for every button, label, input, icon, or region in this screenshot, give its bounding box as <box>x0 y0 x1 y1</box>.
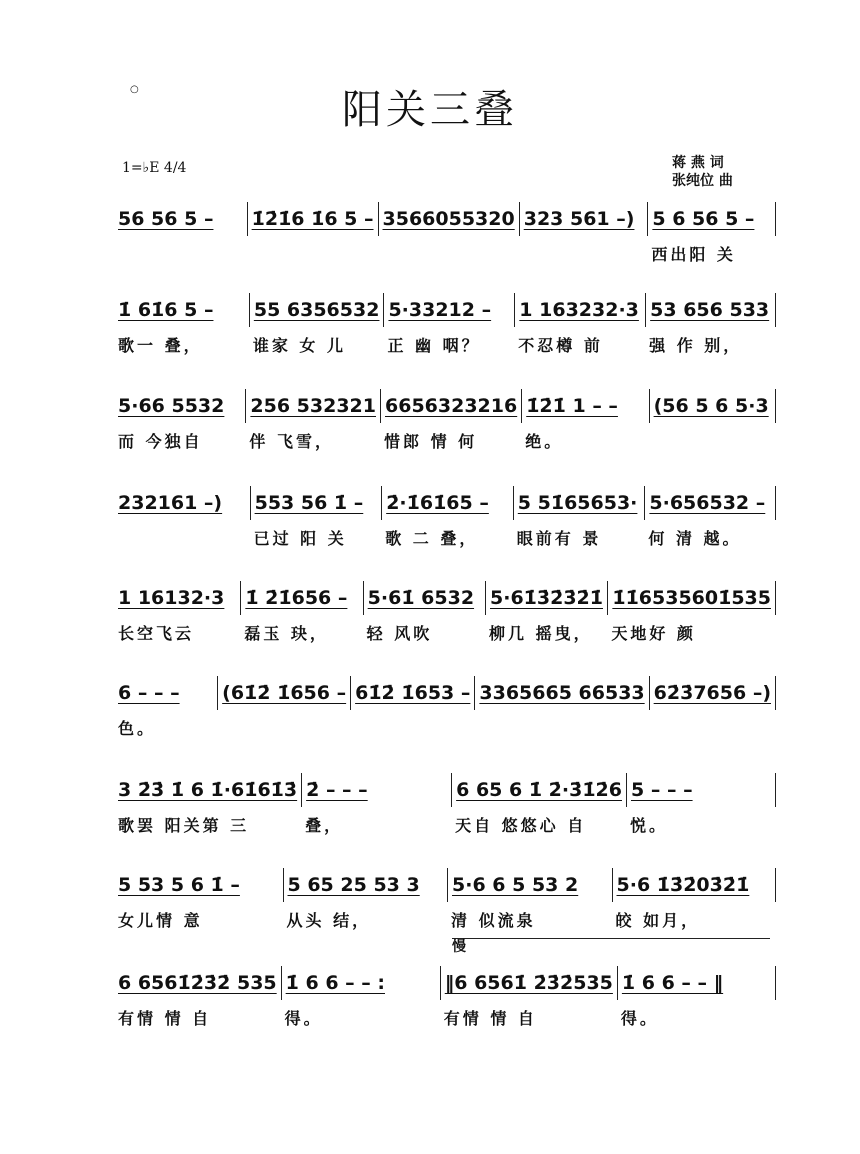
lyric-segment: 叠， <box>305 816 344 835</box>
lyric-segment: 眼前有 景 <box>516 529 602 548</box>
lyric-segment: 清 似流泉 <box>451 911 536 930</box>
key-time-signature <box>122 160 186 176</box>
staff-system <box>118 868 776 934</box>
staff-system <box>118 486 776 552</box>
measure: 5·61̇ 6532 <box>363 581 485 615</box>
lyric-segment: 不忍樽 前 <box>518 336 603 355</box>
lyricist: 蒋 燕 词 <box>672 155 724 171</box>
lyric-segment: 而 今独自 <box>118 432 203 451</box>
lyric-segment <box>649 716 776 742</box>
staff-system <box>118 676 776 742</box>
lyric-segment: 歌罢 阳关第 三 <box>118 816 250 835</box>
measure: ‖6 6561̇ 2̇3̇2̇535 <box>440 966 617 1000</box>
measure: 1̇2̇1̇6 1̇6 5 – <box>247 202 378 236</box>
measure: 5·656532 – <box>644 486 776 520</box>
measure: 61̇2̇ 1̇653 – <box>350 676 474 710</box>
lyric-segment: 从头 结， <box>286 911 372 930</box>
measure: 1 163232·3 <box>514 293 645 327</box>
measure: 256 532321 <box>245 389 380 423</box>
measure: 5 6 56 5 – <box>647 202 776 236</box>
lyric-segment: 正 幽 咽？ <box>387 336 481 355</box>
measure: (61̇2̇ 1̇656 – <box>217 676 350 710</box>
measure: 1̇2̇1̇ 1 – – <box>521 389 648 423</box>
lyric-segment <box>217 716 350 742</box>
lyric-segment <box>519 242 648 268</box>
lyric-segment: 歌 二 叠， <box>385 529 479 548</box>
lyric-segment: 歌一 叠， <box>118 336 203 355</box>
lyric-segment: 磊玉 玦， <box>244 624 329 643</box>
measure: 53 656 533 <box>645 293 776 327</box>
measure: 5·66 5532 <box>118 395 225 417</box>
lyric-segment: 轻 风吹 <box>366 624 433 643</box>
staff-system <box>118 293 776 359</box>
measure: 1̇ 6 6 – – : <box>281 966 440 1000</box>
measure: 5 51̇65653· <box>513 486 645 520</box>
measure: 5·33212 – <box>383 293 514 327</box>
lyric-segment: 有情 情 自 <box>118 1009 212 1028</box>
measure: 553 56 1̇ – <box>250 486 382 520</box>
measure: 55 6356532 <box>249 293 384 327</box>
lyric-segment <box>378 242 519 268</box>
measure: 5 53 5 6 1̇ – <box>118 874 240 896</box>
lyric-segment: 已过 阳 关 <box>253 529 347 548</box>
measure: 323 561 –) <box>519 202 648 236</box>
measure: 1̇ 2̇1̇656 – <box>240 581 362 615</box>
measure: 1̇1̇6535601̇535 <box>607 581 776 615</box>
lyric-segment: 西出阳 关 <box>651 245 736 264</box>
lyric-segment: 绝。 <box>525 432 564 451</box>
key-signature: 1=♭E <box>122 160 160 176</box>
lyric-segment <box>649 429 776 455</box>
measure: 56 56 5 – <box>118 208 214 230</box>
staff-system <box>118 966 776 1032</box>
lyric-segment: 天地好 颜 <box>611 624 696 643</box>
tempo-marking: 慢 <box>452 938 770 955</box>
measure: 1̇ 61̇6 5 – <box>118 299 214 321</box>
measure: 6 – – – <box>118 682 180 704</box>
measure: 1̇ 6 6 – – ‖ <box>617 966 776 1000</box>
measure: 6 65 6 1̇ 2̇·3̇1̇2̇6 <box>451 773 626 807</box>
composer: 张纯位 曲 <box>672 173 733 189</box>
lyric-segment: 色。 <box>118 719 157 738</box>
staff-system <box>118 389 776 455</box>
lyric-segment: 得。 <box>284 1009 323 1028</box>
stray-mark: ○ <box>130 84 139 95</box>
lyric-segment: 天自 悠悠心 自 <box>455 816 587 835</box>
lyric-segment: 得。 <box>620 1009 659 1028</box>
lyric-segment: 何 清 越。 <box>648 529 742 548</box>
measure: 5·6 6 5 53 2 <box>447 868 612 902</box>
measure: 5·6 1̇3̇2̇03̇2̇1̇ <box>612 868 777 902</box>
measure: 3566055320 <box>378 202 519 236</box>
lyric-segment: 强 作 别， <box>649 336 743 355</box>
lyric-segment: 谁家 女 儿 <box>252 336 346 355</box>
time-signature: 4/4 <box>163 160 187 176</box>
lyric-segment <box>474 716 648 742</box>
measure: 5 – – – <box>626 773 776 807</box>
lyric-segment <box>118 526 250 552</box>
measure: 2̇ – – – <box>301 773 451 807</box>
staff-system <box>118 202 776 268</box>
song-title: 阳关三叠 <box>342 87 518 133</box>
lyric-segment: 皎 如月， <box>615 911 701 930</box>
measure: 3365665 66533 <box>474 676 648 710</box>
lyric-segment: 女儿情 意 <box>118 911 203 930</box>
credits <box>672 154 733 190</box>
measure: 6656323216 <box>380 389 521 423</box>
lyric-segment: 柳几 摇曳， <box>489 624 593 643</box>
measure: 1 16132·3 <box>118 587 225 609</box>
measure: 5 65 25 53 3 <box>283 868 448 902</box>
lyric-segment <box>350 716 474 742</box>
lyric-segment <box>247 242 378 268</box>
measure: 6 6561̇2̇3̇2̇ 535 <box>118 972 277 994</box>
lyric-segment: 悦。 <box>630 816 669 835</box>
staff-system <box>118 581 776 647</box>
lyric-segment: 长空飞云 <box>118 624 195 643</box>
lyric-segment: 惜郎 情 何 <box>384 432 478 451</box>
staff-system <box>118 773 776 839</box>
lyric-segment <box>118 242 247 268</box>
lyric-segment: 有情 情 自 <box>443 1009 537 1028</box>
lyric-segment: 伴 飞雪， <box>249 432 334 451</box>
measure: 2̇·1̇61̇65 – <box>381 486 513 520</box>
measure: 232161 –) <box>118 492 223 514</box>
measure: 3 2̇3̇ 1̇ 6 1̇·61̇61̇3̇ <box>118 779 298 801</box>
measure: (56 5 6 5·3 <box>649 389 776 423</box>
measure: 5·61̇3̇2̇3̇2̇1̇ <box>485 581 607 615</box>
measure: 62̇3̇7656 –) <box>649 676 776 710</box>
